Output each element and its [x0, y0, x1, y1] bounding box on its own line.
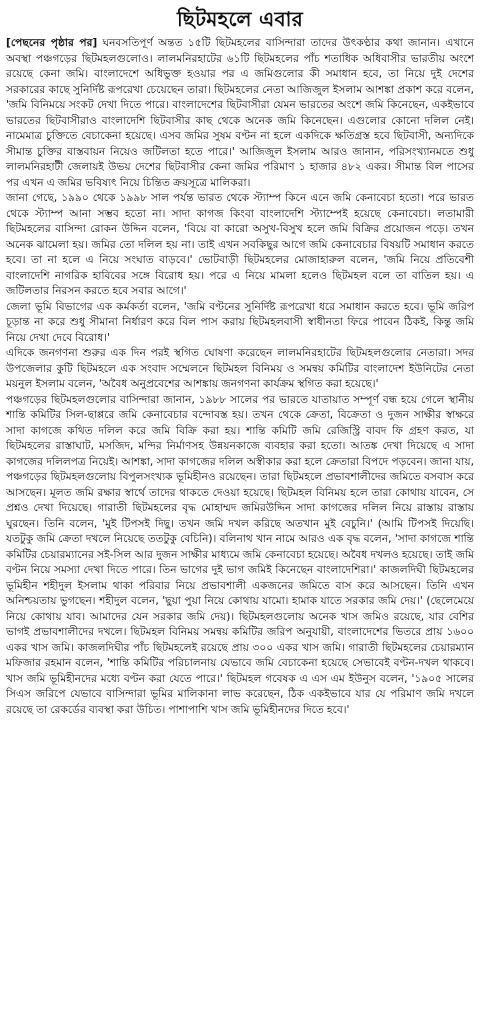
article-paragraph: পঞ্চগড়ের ছিটমহলগুলোর বাসিন্দারা জানান, ১৯৮৮ সালের পর ভারতে যাতায়াত সম্পূর্ণ বন্ধ হয়ে গেলে স্থানীয় শান্তি কমিটির সিল-ছাপ্পরে জমি কেনাবেচার বন্দোবস্ত হয়। তখন থেকে ক্রেতা, বিক্রেতা ও দুজন সাক্ষীর স্বাক্ষরে সাদা কাগজে কথিত দলিল করে জমি বিক্রি করা হয়। শান্তি কমিটি জমি রেজিস্ট্রি বাবদ ফি গ্রহণ করত, যা ছিটমহলের রাস্তাঘাট, মসজিদ, মন্দির নির্মাণসহ উন্নয়নকাজে ব্যবহার করা হতো। আতঙ্ক দেখা দিয়েছে এ সাদা কাগজের দলিলপত্র নিয়েই। আশঙ্কা, সাদা কাগজের দলিল অস্বীকার করা হলে ক্রেতারা বিপদে পড়বেন। জানা যায়, পঞ্চগড়ের ছিটমহলগুলোয় বিপুলসংখ্যক ভূমিহীনও রয়েছেন। তারা ছিটমহলে প্রভাবশালীদের জমিতে বসবাস করে আসছেন। মূলত জমি রক্ষার স্বার্থে তাদের থাকতে দেওয়া হয়েছে। ছিটমহল বিনিময় হলে তারা কোথায় যাবেন, সে প্রশ্নও দেখা দিয়েছে। গারাতী ছিটমহলের বৃদ্ধ মোহাম্মদ জমিরউদ্দিন সাদা কাগজের দলিল নিয়ে রাস্তায় রাস্তায় ঘুরছেন। তিনি বলেন, 'মুই টিপসই দিছু। তখন জমি দখল করিছে অতখান মুই বেচুনি।' (আমি টিপসই দিয়েছি। যতটুকু জমি ক্রেতা দখলে নিয়েছে ততটুকু বেচিনি)। বলিনাথ খান নামে আরও এক বৃদ্ধ বলেন, 'সাদা কাগজে শান্তি কমিটির চেয়ারম্যানের সই-সিল আর দুজন সাক্ষীর মাধ্যমে জমি কেনাবেচা হয়েছে। অবৈধ দখলও হয়েছে। তাই জমি বণ্টন নিয়ে সমস্যা দেখা দিতে পারে। তিন ভাগের দুই ভাগ জমিই কিনেছেন বাংলাদেশিরা।' কাজলদিঘী ছিটমহলের ভূমিহীন শহীদুল ইসলাম থাকা পরিবার নিয়ে প্রভাবশালী একজনের জমিতে বাস করে আসছেন। তিনি এখন অনিশ্চয়তায় ভুগছেন। শহীদুল বলেন, 'ছুয়া পুয়া নিয়ে কোথায় যামো। হামাক যাতে সরকার জমি দেয়।' (ছেলেমেয়ে নিয়ে কোথায় যাব। আমাদের যেন সরকার জমি দেয়)। ছিটমহলগুলোয় অনেক খাস জমিও রয়েছে, যার বেশির ভাগই প্রভাবশালীদের দখলে। ছিটমহল বিনিময় সমন্বয় কমিটির জরিপ অনুযায়ী, বাংলাদেশের ভিতরে প্রায় ১৬০০ একর খাস জমি। কাজলদিঘীর পাঁচ ছিটমহলেই রয়েছে প্রায় ৩০০ একর খাস জমি। গারাতী ছিটমহলের চেয়ারম্যান মফিজার রহমান বলেন, 'শান্তি কমিটির পরিচালনায় যেভাবে জমি বেচাকেনা হয়েছে সেভাবেই বণ্টন-দখল থাকবে। খাস জমি ভূমিহীনদের মধ্যে বণ্টন করা যেতে পারে।' ছিটমহল গবেষক এ এস এম ইউনুস বলেন, '১৯০৫ সালের সিএস জরিপে যেভাবে বাসিন্দারা ভূমির মালিকানা লাভ করেছেন, ঠিক একইভাবে যার যে পরিমাণ জমি দখলে রয়েছে তা রেকর্ডের ব্যবস্থা করা উচিত। পাশাপাশি খাস জমি ভূমিহীনদের দিতে হবে।': [6, 393, 474, 716]
article-headline: ছিটমহলে এবার: [176, 7, 304, 31]
article-paragraph: এদিকে জনগণনা শুরুর এক দিন পরই স্থগিত ঘোষণা করেছেন লালমনিরহাটের ছিটমহলগুলোর নেতারা। সদর উপজেলার কুটি ছিটমহলে এক সংবাদ সম্মেলনে ছিটমহল বিনিময় ও সমন্বয় কমিটির বাংলাদেশ ইউনিটের নেতা ময়নুল ইসলাম বলেন, 'অবৈধ অনুপ্রবেশের আশঙ্কায় জনগণনা কার্যক্রম স্থগিত করা হয়েছে।': [6, 347, 474, 390]
article-paragraph: [6, 36, 474, 191]
paragraph-text: ঘনবসতিপূর্ণ অন্তত ১৫টি ছিটমহলের বাসিন্দারা তাদের উৎকণ্ঠার কথা জানান। এখানে অবস্থা পঞ্চগড়ের ছিটমহলগুলোও। লালমনিরহাটের ৬১টি ছিটমহলের পাঁচ শতাধিক অধিবাসীর ভারতীয় অংশে রয়েছে কেনা জমি। বাংলাদেশে অধিভুক্ত হওয়ার পর এ জমিগুলোর কী সমাধান হবে, তা নিয়ে দুই দেশের সরকারের কাছে সুনির্দিষ্ট রূপরেখা চেয়েছেন তারা। ছিটমহলের নেতা আজিজুল ইসলাম আশঙ্কা প্রকাশ করে বলেন, 'জমি বিনিময়ে সংকট দেখা দিতে পারে। বাংলাদেশের ছিটবাসীরা যেমন ভারতের অংশে জমি কিনেছেন, একইভাবে ভারতের ছিটবাসীরাও বাংলাদেশি ছিটবাসীর কাছ থেকে অনেক জমি কিনেছেন। এগুলোর কোনো দলিল নেই। নামেমাত্র চুক্তিতে বেচাকেনা হয়েছে। এসব জমির সুষম বণ্টন না হলে একদিকে ক্ষতিগ্রস্ত হবে ছিটবাসী, অন্যদিকে সীমান্ত চুক্তির বাস্তবায়ন নিয়েও জটিলতা হতে পারে।' আজিজুল ইসলাম আরও জানান, পরিসংখ্যানমতে শুধু লালমনিরহাটী জেলায়ই উভয় দেশের ছিটবাসীর কেনা জমির পরিমাণ ১ হাজার ৪৮২ একর। সীমান্ত বিল পাসের পর এখন এ জমির ভবিষ্যৎ নিয়ে চিন্তিত ক্রয়সূত্রে মালিকরা।: [6, 37, 474, 189]
continued-from-label: [পেছনের পৃষ্ঠার পর]: [6, 37, 98, 49]
article-paragraph: জানা গেছে, ১৯৯০ থেকে ১৯৯৮ সাল পর্যন্ত ভারত থেকে স্ট্যাম্প কিনে এনে জমি কেনাবেচা হতো। পরে ভারত থেকে স্ট্যাম্প আনা সম্ভব হতো না। সাদা কাগজ কিংবা বাংলাদেশি স্ট্যাম্পেই হয়েছে কেনাবেচা। লতামারী ছিটমহলের বাসিন্দা রোকন উদ্দিন বলেন, 'বিয়ে বা কারো অসুখ-বিসুখ হলে জমি বিক্রির প্রয়োজন পড়ে। তখন অনেক ঝামেলা হয়। জমির তো দলিল হয় না। তাই এখন সবকিছুর আগে জমি কেনাবেচার বিষয়টি সমাধান করতে হবে। তা না হলে এ নিয়ে সংঘাত বাড়বে।' ভোটবাড়ী ছিটমহলের মোজাহারুল বলেন, 'জমি নিয়ে প্রতিবেশী বাংলাদেশি নাগরিক হাবিবের সঙ্গে বিরোধ হয়। পরে এ নিয়ে মামলা হলেও ছিটমহল বলে তা বাতিল হয়। এ জটিলতার নিরসন করতে হবে সবার আগে।': [6, 192, 474, 297]
article-paragraph: জেলা ভূমি বিভাগের এক কর্মকর্তা বলেন, 'জমি বণ্টনের সুনির্দিষ্ট রূপরেখা ধরে সমাধান করতে হবে। ভূমি জরিপ চূড়ান্ত না করে শুধু সীমানা নির্ধারণ করে বিল পাস করায় ছিটমহলবাসী স্বাধীনতা ফিরে পাবেন ঠিকই, কিন্তু জমি নিয়ে দেখা দেবে বিরোধ।': [6, 300, 474, 344]
article-body: [6, 36, 474, 718]
